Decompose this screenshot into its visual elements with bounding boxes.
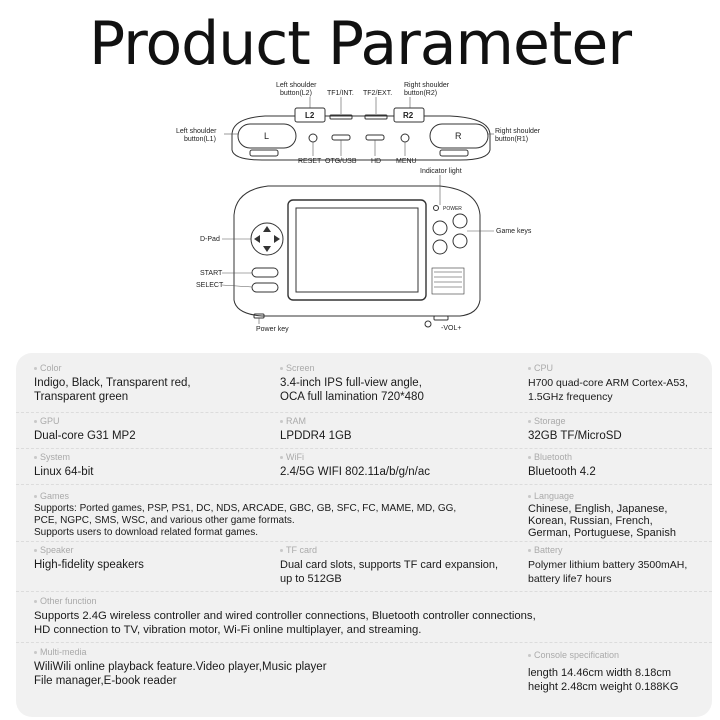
spec-color: Color Indigo, Black, Transparent red, Transparent green (34, 363, 191, 403)
spec-speaker: Speaker High-fidelity speakers (34, 545, 144, 571)
svg-text:MENU: MENU (396, 158, 417, 165)
svg-text:button(L1): button(L1) (184, 136, 216, 143)
spec-language: Language Chinese, English, Japanese, Korean, Russian, French, German, Portuguese, Spanish (528, 491, 676, 539)
spec-system: System Linux 64-bit (34, 452, 94, 478)
spec-other-function: Other function Supports 2.4G wireless controller and wired controller connections, Bluetooth controller connections, HD connection to TV, vibration motor, Wi-Fi online multiplayer, and streaming. (34, 596, 536, 636)
spec-tf-card: TF card Dual card slots, supports TF card expansion, up to 512GB (280, 545, 499, 585)
svg-text:OTG/USB: OTG/USB (325, 158, 357, 165)
svg-text:START: START (200, 270, 223, 277)
svg-text:TF1/INT.: TF1/INT. (327, 90, 354, 97)
svg-text:button(R2): button(R2) (404, 90, 438, 97)
svg-text:HD: HD (371, 158, 382, 165)
spec-storage: Storage 32GB TF/MicroSD (528, 416, 622, 442)
device-diagram (0, 0, 720, 345)
page-title: Product Parameter (88, 9, 632, 79)
svg-text:button(R1): button(R1) (495, 136, 529, 143)
spec-gpu: GPU Dual-core G31 MP2 (34, 416, 136, 442)
svg-text:Right shoulder: Right shoulder (495, 128, 541, 135)
svg-text:SELECT: SELECT (196, 282, 224, 289)
svg-text:Left shoulder: Left shoulder (176, 128, 217, 135)
spec-cpu: CPU H700 quad-core ARM Cortex-A53, 1.5GHz frequency (528, 363, 688, 403)
top-view-labels (176, 82, 541, 165)
console-top-view (232, 108, 490, 160)
spec-panel (16, 353, 712, 717)
svg-text:D-Pad: D-Pad (200, 236, 220, 243)
svg-text:button(L2): button(L2) (280, 90, 312, 97)
spec-multi-media: Multi-media WiliWili online playback feature.Video player,Music player File manager,E-book reader (34, 647, 327, 687)
r2-label: R2 (403, 111, 414, 120)
r-label: R (455, 131, 462, 141)
svg-text:Indicator light: Indicator light (420, 168, 462, 175)
svg-text:Left shoulder: Left shoulder (276, 82, 317, 89)
l-label: L (264, 131, 270, 141)
spec-wifi: WiFi 2.4/5G WIFI 802.11a/b/g/n/ac (280, 452, 431, 478)
svg-text:Game keys: Game keys (496, 228, 532, 235)
spec-bluetooth: Bluetooth Bluetooth 4.2 (528, 452, 596, 478)
svg-text:RESET: RESET (298, 158, 322, 165)
svg-text:Right shoulder: Right shoulder (404, 82, 450, 89)
svg-text:-VOL+: -VOL+ (441, 325, 462, 332)
svg-text:TF2/EXT.: TF2/EXT. (363, 90, 393, 97)
spec-games: Games Supports: Ported games, PSP, PS1, DC, NDS, ARCADE, GBC, GB, SFC, FC, MAME, MD, GG, PCE, NGPC, SMS, WSC, and various other game formats. Supports users to download related format games. (34, 491, 457, 538)
spec-battery: Battery Polymer lithium battery 3500mAH, battery life7 hours (528, 545, 688, 585)
spec-ram: RAM LPDDR4 1GB (280, 416, 352, 442)
svg-text:Power key: Power key (256, 326, 289, 333)
svg-text:POWER: POWER (443, 206, 462, 212)
l2-label: L2 (305, 111, 315, 120)
spec-screen: Screen 3.4-inch IPS full-view angle, OCA full lamination 720*480 (280, 363, 424, 403)
spec-console: Console specification length 14.46cm width 8.18cm height 2.48cm weight 0.188KG (528, 650, 679, 693)
